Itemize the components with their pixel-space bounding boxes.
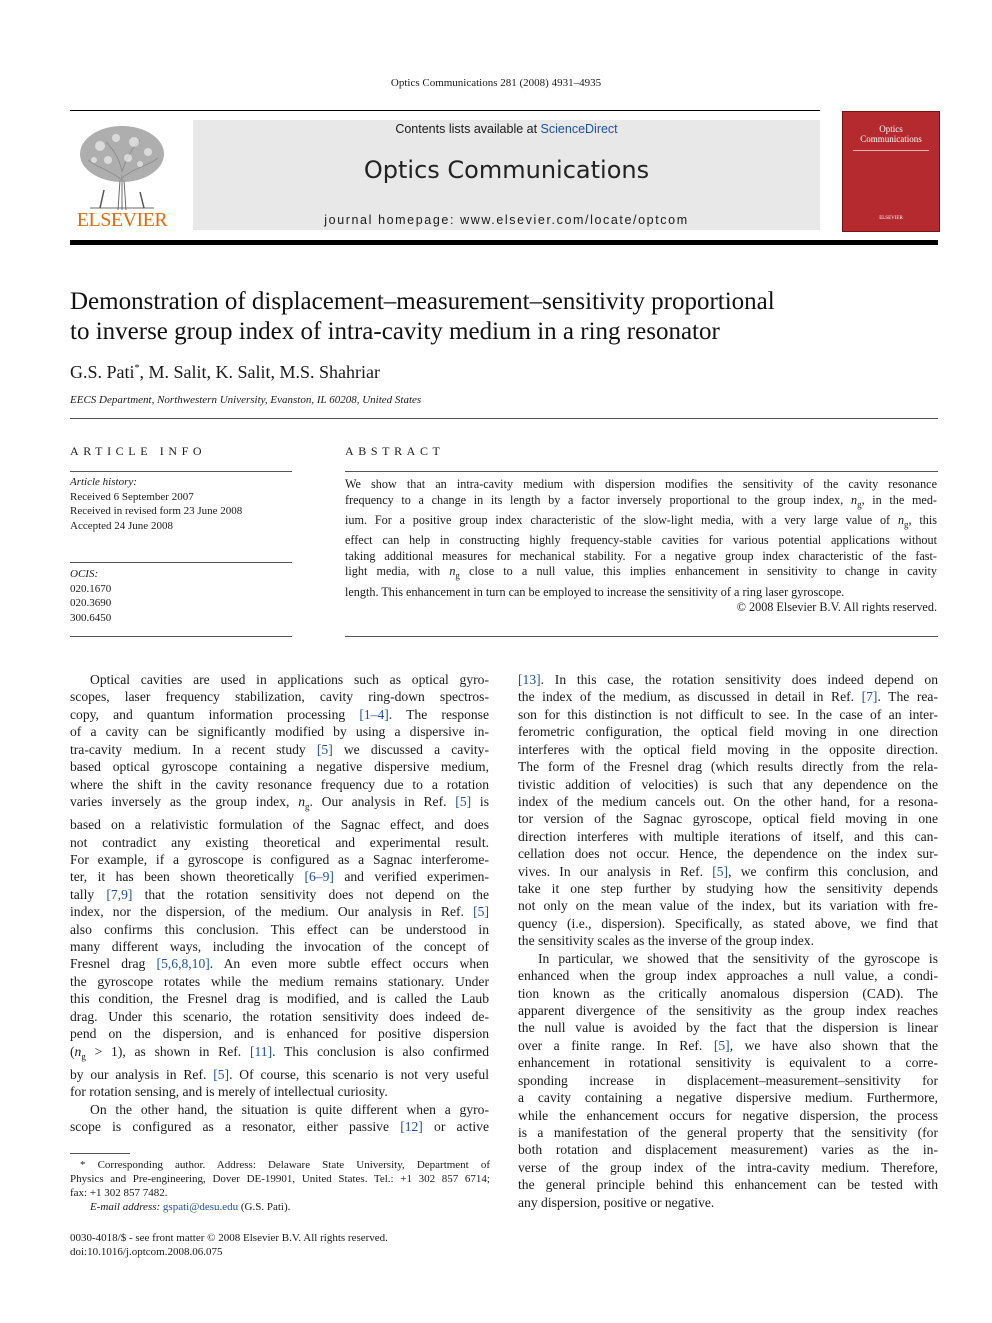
history-revised: Received in revised form 23 June 2008 [70,505,243,517]
body-text-line: many different ways, including the invocation of the concept of [70,939,489,955]
abstract-rule [345,471,938,472]
body-text-line: apparent divergence of the sensitivity as the group index reaches [518,1003,938,1019]
body-text-line: ferometric configuration, the optical field moving in one direction [518,724,938,740]
abstract-line: taking additional measures for mechanical stability. For a negative group index characteristic of the fast- [345,548,937,563]
body-text-line: On the other hand, the situation is quite different when a gyro- [90,1101,489,1117]
abstract-line: length. This enhancement in turn can be employed to increase the sensitivity of a ring laser gyroscope. [345,584,845,599]
cover-title-line-2: Communications [860,134,922,144]
body-text-line: cellation does not occur. Hence, the dependence on the index sur- [518,846,938,862]
footnote-line: * Corresponding author. Address: Delaware State University, Department of [80,1159,490,1171]
group-index-symbol: $n_g$ [74,1043,86,1062]
body-text-line: In particular, we showed that the sensitivity of the gyroscope is [538,950,938,966]
body-text-line: the sensitivity scales as the inverse of the group index. [518,933,814,949]
header-thick-rule [70,240,938,245]
footnote-line: fax: +1 302 857 7482. [70,1187,168,1199]
abstract-heading: ABSTRACT [345,444,445,458]
ocis-code: 020.1670 [70,582,112,595]
abstract-line: frequency to a change in its length by a factor inversely proportional to the group index, $n_g$, in the med- [345,492,937,510]
reference-link[interactable]: [5] [473,904,489,920]
body-text-line: copy, and quantum information processing [1–4]. The response [70,706,489,722]
journal-name: Optics Communications [363,156,650,184]
journal-cover-icon[interactable] [842,111,940,232]
header-rule [70,110,820,111]
body-text-line: son for this distinction is not difficult to see. In the case of an inter- [518,706,938,722]
body-text-line: Optical cavities are used in applications such as optical gyro- [90,672,489,687]
journal-masthead [193,120,820,230]
body-text-line: where the shift in the cavity resonance frequency due to a rotation [70,776,489,792]
group-index-symbol: $n_g$ [298,793,310,812]
elsevier-tree-logo-icon [70,120,174,212]
reference-link[interactable]: [5] [712,863,729,879]
body-text-line: vives. In our analysis in Ref. [5], we confirm this conclusion, and [518,863,938,879]
journal-homepage-link[interactable]: journal homepage: www.elsevier.com/locate/optcom [324,213,689,227]
body-text-line: this condition, the Fresnel drag is modified, and is called the Laub [70,991,489,1007]
footnote-email-line [70,1200,490,1214]
body-text-line: For example, if a gyroscope is configured as a Sagnac interferome- [70,851,489,867]
history-received: Received 6 September 2007 [70,490,194,503]
body-text-line: is a manifestation of the general property that the sensitivity (for [518,1124,938,1140]
title-line-2: to inverse group index of intra-cavity medium in a ring resonator [70,318,720,345]
body-text-line: over a finite range. In Ref. [5], we have also shown that the [518,1037,938,1053]
ocis-code: 300.6450 [70,611,112,624]
abstract-line: light media, with $n_g$ close to a null value, this implies enhancement in sensitivity to change in cavity [345,564,937,581]
body-text-line: direction interferes with multiple iterations of itself, and this can- [518,828,938,844]
article-title [70,287,930,347]
abstract-copyright: © 2008 Elsevier B.V. All rights reserved. [736,600,937,615]
body-text-line: based on a relativistic formulation of the Sagnac effect, and does [70,817,489,833]
article-history [70,475,292,533]
body-text-line: tra-cavity medium. In a recent study [5] we discussed a cavity- [70,741,490,757]
title-line-1: Demonstration of displacement–measurement–sensitivity proportional [70,288,775,315]
body-text-line: verse of the group index of the intra-cavity medium. Therefore, [518,1159,938,1175]
body-text-line: sponding increase in displacement–measurement–sensitivity for [518,1072,938,1088]
reference-link[interactable]: [13] [518,672,541,687]
ocis-list [70,567,292,625]
body-text-line: tion known as the critically anomalous dispersion (CAD). The [518,985,938,1001]
body-text-line: the null value is avoided by the fact that the dispersion is linear [518,1020,938,1036]
reference-link[interactable]: [7,9] [106,886,133,902]
body-text-line: enhanced when the group index approaches a null value, a condi- [518,968,938,984]
body-text-line: index of the medium cancels out. On the other hand, for a resona- [518,793,938,809]
author-email-link[interactable]: gspati@desu.edu [162,1201,239,1213]
history-label: Article history: [70,476,137,488]
body-text-line: index, nor the dispersion, of the medium. Our analysis in Ref. [5] [70,904,489,920]
reference-link[interactable]: [12] [400,1118,423,1134]
contents-prefix: Contents lists available at [395,122,541,136]
author-rest[interactable]: , M. Salit, K. Salit, M.S. Shahriar [139,362,381,382]
ocis-rule [70,562,292,563]
body-text-line: not contradict any existing theoretical and experimental result. [70,834,489,850]
body-text-line: varies inversely as the group index, $n_g$. Our analysis in Ref. [5] is [70,793,489,812]
body-text-line: the general principle behind this enhancement can be tested with [518,1177,938,1193]
info-bottom-rule [70,636,292,637]
body-text-line: tally [7,9] that the rotation sensitivity does not depend on the [70,886,489,902]
body-text-line: any dispersion, positive or negative. [518,1194,715,1210]
body-text-line: the index of the medium, as discussed in detail in Ref. [7]. The rea- [518,689,938,705]
ocis-label: OCIS: [70,568,99,580]
body-text-line: the gyroscope rotates while the medium remains stationary. Under [70,973,489,989]
body-text-line: ter, it has been shown theoretically [6–9] and verified experimen- [70,869,489,885]
body-text-line: not only on the mean value of the index, but its variation with fre- [518,898,938,914]
body-text-line: enhancement in rotational sensitivity is equivalent to a corre- [518,1055,938,1071]
cover-divider [853,150,929,151]
publisher-wordmark: ELSEVIER [76,209,168,231]
ocis-code: 020.3690 [70,597,112,609]
author-first[interactable]: G.S. Pati [70,362,135,382]
abstract-body [345,477,937,616]
history-accepted: Accepted 24 June 2008 [70,519,173,532]
reference-link[interactable]: [1–4] [359,706,389,722]
body-text-line: both rotation and displacement measurement) varies as the in- [518,1142,938,1158]
footnote-rule [70,1153,130,1154]
reference-link[interactable]: [11] [249,1043,273,1059]
email-suffix: (G.S. Pati). [238,1201,291,1213]
body-text-line: also confirms this conclusion. This effect can be understood in [70,921,489,937]
sciencedirect-link[interactable]: ScienceDirect [540,122,618,136]
body-text-line: pend on the dispersion, and is enhanced for positive dispersion [70,1026,489,1042]
body-text-line: of a cavity can be significantly modified by using a dispersive in- [70,724,489,740]
cover-publisher: ELSEVIER [879,216,903,221]
issn-line: 0030-4018/$ - see front matter © 2008 Elsevier B.V. All rights reserved. [70,1232,388,1244]
abstract-bottom-rule [345,636,938,637]
article-info-heading: ARTICLE INFO [70,444,207,458]
body-text-line: tivistic addition of velocities) is such that any dependence on the [518,776,938,792]
affiliation: EECS Department, Northwestern University, Evanston, IL 60208, United States [70,394,422,406]
body-text-line: scope is configured as a resonator, either passive [12] or active [70,1118,489,1134]
body-text-line: by our analysis in Ref. [5]. Of course, this scenario is not very useful [70,1066,489,1082]
abstract-line: We show that an intra-cavity medium with dispersion modifies the sensitivity of the cavity resonance [345,477,937,491]
footnote-line: Physics and Pre-engineering, Dover DE-19901, United States. Tel.: +1 302 857 6714; [70,1173,490,1185]
reference-link[interactable]: [5] [213,1066,230,1082]
body-left-column [70,671,489,1135]
body-text-line: while the enhancement occurs for negative dispersion, the process [518,1107,938,1123]
cover-title-line-1: Optics [879,124,903,134]
reference-link[interactable]: [5] [713,1037,730,1053]
body-right-column [518,671,938,1211]
front-matter-meta [70,1231,490,1259]
email-label: E-mail address: [90,1201,163,1213]
body-text-line: Fresnel drag [5,6,8,10]. An even more subtle effect occurs when [70,956,489,972]
doi-line[interactable]: doi:10.1016/j.optcom.2008.06.075 [70,1246,223,1258]
body-text-line: interferes with the optical field moving in the opposite direction. [518,741,938,757]
reference-link[interactable]: [7] [861,689,878,705]
journal-citation: Optics Communications 281 (2008) 4931–4935 [390,77,602,89]
footnote [70,1158,490,1214]
reference-link[interactable]: [6–9] [304,869,334,885]
reference-link[interactable]: [5] [316,741,333,757]
elsevier-logo[interactable] [70,120,174,232]
corresponding-marker[interactable]: * [134,363,140,374]
cover-title [849,124,933,144]
body-text-line: The form of the Fresnel drag (which results directly from the rela- [518,759,938,775]
reference-link[interactable]: [5] [455,793,472,809]
author-list [70,362,380,383]
body-text-line: [13]. In this case, the rotation sensitivity does indeed depend on [518,672,938,687]
abstract-line: effect can help in constructing highly frequency-stable cavities for various potential applications without [345,532,937,547]
body-text-line: a cavity containing a negative dispersive medium. Furthermore, [518,1090,938,1106]
body-text-line: based optical gyroscope containing a negative dispersive medium, [70,759,489,775]
article-info-rule [70,471,292,472]
body-text-line: drag. Under this scenario, the rotation sensitivity does indeed de- [70,1008,489,1024]
body-text-line: $(n_g > 1)$, as shown in Ref. [11]. This conclusion is also confirmed [70,1043,489,1062]
body-text-line: quency (i.e., dispersion). Specifically, as stated above, we find that [518,915,938,931]
title-rule [70,418,938,419]
reference-link[interactable]: [5,6,8,10] [156,956,210,972]
contents-line [193,122,820,136]
abstract-line: ium. For a positive group index characteristic of the slow-light media, with a very large value of $n_g$, this [345,512,937,530]
body-text-line: take it one step further by studying how the sensitivity depends [518,881,938,897]
body-text-line: for rotation sensing, and is merely of intellectual curiosity. [70,1084,388,1100]
body-text-line: tor version of the Sagnac gyroscope, optical field moving in one [518,811,938,827]
body-text-line: scopes, laser frequency stabilization, cavity ring-down spectros- [70,689,489,705]
